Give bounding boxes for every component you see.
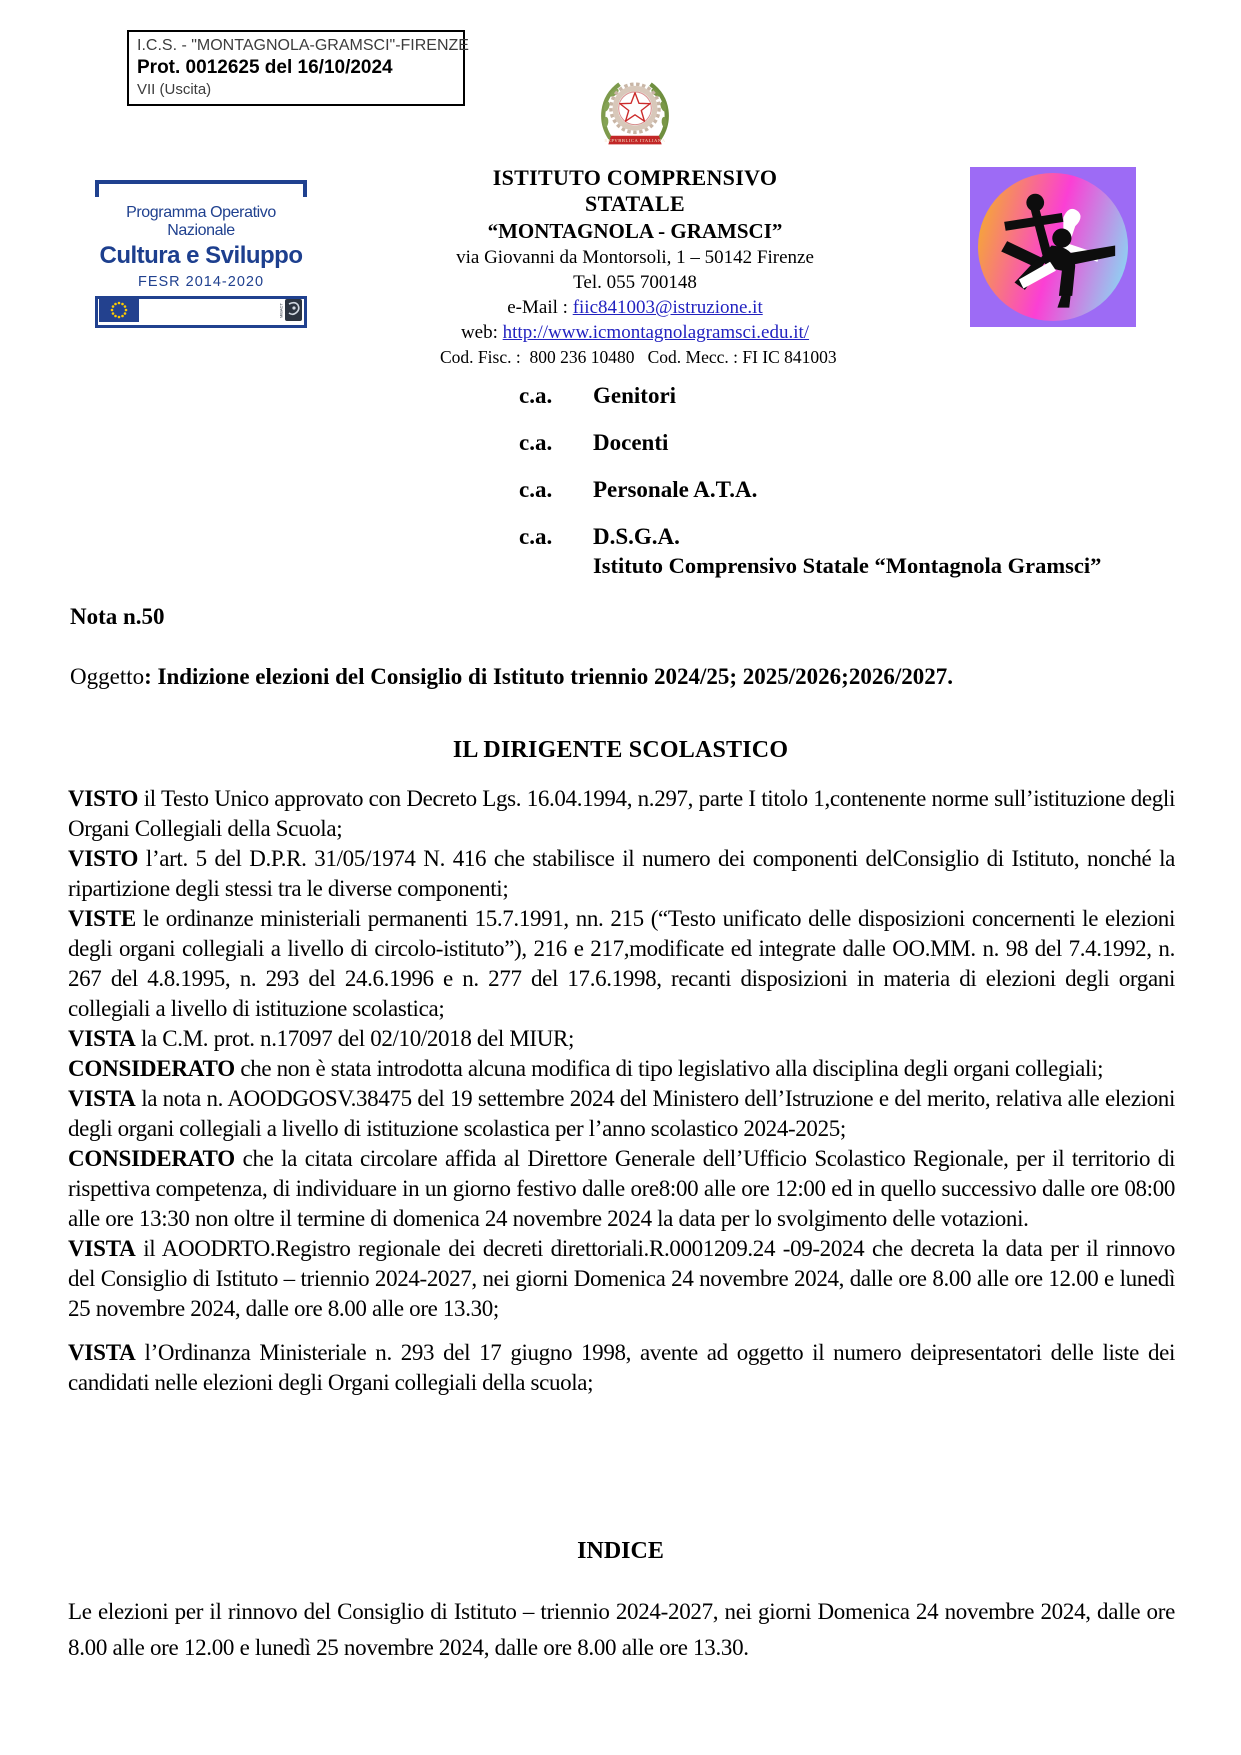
recipient-prefix: c.a. xyxy=(519,430,553,455)
pon-logo-strip xyxy=(95,296,307,328)
recipient-name: Genitori xyxy=(593,383,677,408)
paragraph-text: il Testo Unico approvato con Decreto Lgs. 16.04.1994, n.297, parte I titolo 1,contenente norme sull’istituzione degli Organi Collegiali della Scuola; xyxy=(68,786,1175,841)
pon-fesr-label: FESR 2014-2020 xyxy=(137,274,265,290)
letterhead xyxy=(440,72,837,368)
recipient-prefix: c.a. xyxy=(519,524,553,549)
svg-text:REPVBBLICA ITALIANA: REPVBBLICA ITALIANA xyxy=(604,139,666,145)
decree-paragraphs xyxy=(68,784,1175,1398)
paragraph-lead: CONSIDERATO xyxy=(68,1056,235,1081)
paragraph-text: l’art. 5 del D.P.R. 31/05/1974 N. 416 che stabilisce il numero dei componenti delConsiglio di Istituto, nonché la ripartizione degli stessi tra le diverse componenti; xyxy=(68,846,1175,901)
paragraph-text: la C.M. prot. n.17097 del 02/10/2018 del MIUR; xyxy=(135,1026,575,1051)
decree-paragraph xyxy=(68,784,1175,844)
decree-paragraph xyxy=(68,1084,1175,1144)
institute-address: via Giovanni da Montorsoli, 1 – 50142 Firenze xyxy=(456,247,814,268)
paragraph-lead: VISTA xyxy=(68,1026,136,1051)
web-label: web: xyxy=(460,322,503,343)
decree-paragraph xyxy=(68,1054,1175,1084)
paragraph-text: che non è stata introdotta alcuna modifica di tipo legislativo alla disciplina degli organi collegiali; xyxy=(234,1056,1104,1081)
subject-line xyxy=(70,664,953,690)
institute-web-row xyxy=(440,322,830,344)
website-link[interactable]: http://www.icmontagnolagramsci.edu.it/ xyxy=(502,322,810,343)
paragraph-lead: VISTA xyxy=(68,1236,136,1261)
paragraph-text: la nota n. AOODGOSV.38475 del 19 settembre 2024 del Ministero dell’Istruzione e del merito, relativa alle elezioni degli organi collegiali a livello di istituzione scolastica per l’anno scolastico 2024-2025; xyxy=(68,1086,1175,1141)
recipient-name: D.S.G.A. xyxy=(593,524,680,549)
protocol-stamp xyxy=(127,30,469,106)
institute-codes: Cod. Fisc. : 800 236 10480 Cod. Mecc. : FI IC 841003 xyxy=(440,347,837,367)
email-link[interactable]: fiic841003@istruzione.it xyxy=(572,297,763,318)
pon-title: Cultura e Sviluppo xyxy=(99,242,303,269)
institute-phone: Tel. 055 700148 xyxy=(573,272,697,293)
recipient-name: Personale A.T.A. xyxy=(593,477,758,502)
document-title: IL DIRIGENTE SCOLASTICO xyxy=(452,737,789,763)
decree-paragraph xyxy=(68,1024,1175,1054)
recipient-name: Docenti xyxy=(593,430,669,455)
paragraph-text: le ordinanze ministeriali permanenti 15.7.1991, nn. 215 (“Testo unificato delle disposizioni concernenti le elezioni degli organi collegiali a livello di circolo-istituto”), 216 e 217,modificate ed integrate dalle OO.MM. n. 98 del 7.4.1992, n. 267 del 4.8.1995, n. 293 del 24.6.1996 e n. 277 del 17.6.1998, recanti disposizioni in materia di elezioni degli organi collegiali a livello di istituzione scolastica; xyxy=(68,906,1175,1021)
recipient-prefix: c.a. xyxy=(519,383,553,408)
decree-paragraph xyxy=(68,844,1175,904)
paragraph-text: che la citata circolare affida al Direttore Generale dell’Ufficio Scolastico Regionale, per il territorio di rispettiva competenza, di individuare in un giorno festivo dalle ore8:00 alle ore 12:00 ed in quello successivo dalle ore 08:00 alle ore 13:30 non oltre il termine di domenica 24 novembre 2024 la data per lo svolgimento delle votazioni. xyxy=(68,1146,1175,1231)
paragraph-lead: VISTA xyxy=(68,1086,136,1111)
pon-program-label: Programma Operativo Nazionale xyxy=(126,204,276,239)
paragraph-lead: VISTA xyxy=(68,1340,136,1365)
decree-paragraph xyxy=(68,1234,1175,1324)
republic-emblem-icon xyxy=(440,72,830,159)
decree-paragraph xyxy=(68,1144,1175,1234)
recipient-row xyxy=(519,524,757,550)
pon-logo xyxy=(95,180,307,328)
school-dancers-logo-icon xyxy=(970,167,1136,327)
stamp-protocol-number: Prot. 0012625 del 16/10/2024 xyxy=(137,57,393,78)
email-label: e-Mail : xyxy=(507,297,573,318)
dancers-silhouette xyxy=(978,173,1128,321)
recipients-list xyxy=(519,383,757,571)
decree-paragraph xyxy=(68,1338,1175,1398)
svg-text:MiBACT: MiBACT xyxy=(279,302,284,318)
indice-heading: INDICE xyxy=(577,1538,664,1564)
recipient-prefix: c.a. xyxy=(519,477,553,502)
recipient-row xyxy=(519,383,757,409)
note-number: Nota n.50 xyxy=(70,604,165,629)
paragraph-lead: VISTE xyxy=(68,906,137,931)
closing-paragraph: Le elezioni per il rinnovo del Consiglio di Istituto – triennio 2024-2027, nei giorni Domenica 24 novembre 2024, dalle ore 8.00 alle ore 12.00 e lunedì 25 novembre 2024, dalle ore 8.00 alle ore 13.30. xyxy=(68,1599,1175,1660)
decree-paragraph xyxy=(68,904,1175,1024)
institute-name-line1: ISTITUTO COMPRENSIVO STATALE xyxy=(492,165,778,216)
paragraph-text: l’Ordinanza Ministeriale n. 293 del 17 giugno 1998, avente ad oggetto il numero deipresentatori delle liste dei candidati nelle elezioni degli Organi collegiali della scuola; xyxy=(68,1340,1175,1395)
pon-bracket-shape xyxy=(95,180,307,197)
mibact-logo-icon xyxy=(279,298,303,327)
eu-flag-icon xyxy=(99,298,139,327)
paragraph-lead: VISTO xyxy=(68,786,139,811)
institute-name-line2: “MONTAGNOLA - GRAMSCI” xyxy=(487,219,783,243)
institute-email-row xyxy=(440,297,830,319)
paragraph-lead: CONSIDERATO xyxy=(68,1146,235,1171)
subject-label: Oggetto xyxy=(70,664,145,689)
recipient-row xyxy=(519,477,757,503)
recipient-row xyxy=(519,430,757,456)
recipient-organization: Istituto Comprensivo Statale “Montagnola Gramsci” xyxy=(593,553,1102,578)
subject-text: : Indizione elezioni del Consiglio di Istituto triennio 2024/25; 2025/2026;2026/2027. xyxy=(144,664,953,689)
paragraph-lead: VISTO xyxy=(68,846,139,871)
stamp-school-name: I.C.S. - "MONTAGNOLA-GRAMSCI"-FIRENZE xyxy=(137,37,469,54)
stamp-classification: VII (Uscita) xyxy=(137,81,212,98)
paragraph-text: il AOODRTO.Registro regionale dei decreti direttoriali.R.0001209.24 -09-2024 che decreta la data per il rinnovo del Consiglio di Istituto – triennio 2024-2027, nei giorni Domenica 24 novembre 2024, dalle ore 8.00 alle ore 12.00 e lunedì 25 novembre 2024, dalle ore 8.00 alle ore 13.30; xyxy=(68,1236,1175,1321)
